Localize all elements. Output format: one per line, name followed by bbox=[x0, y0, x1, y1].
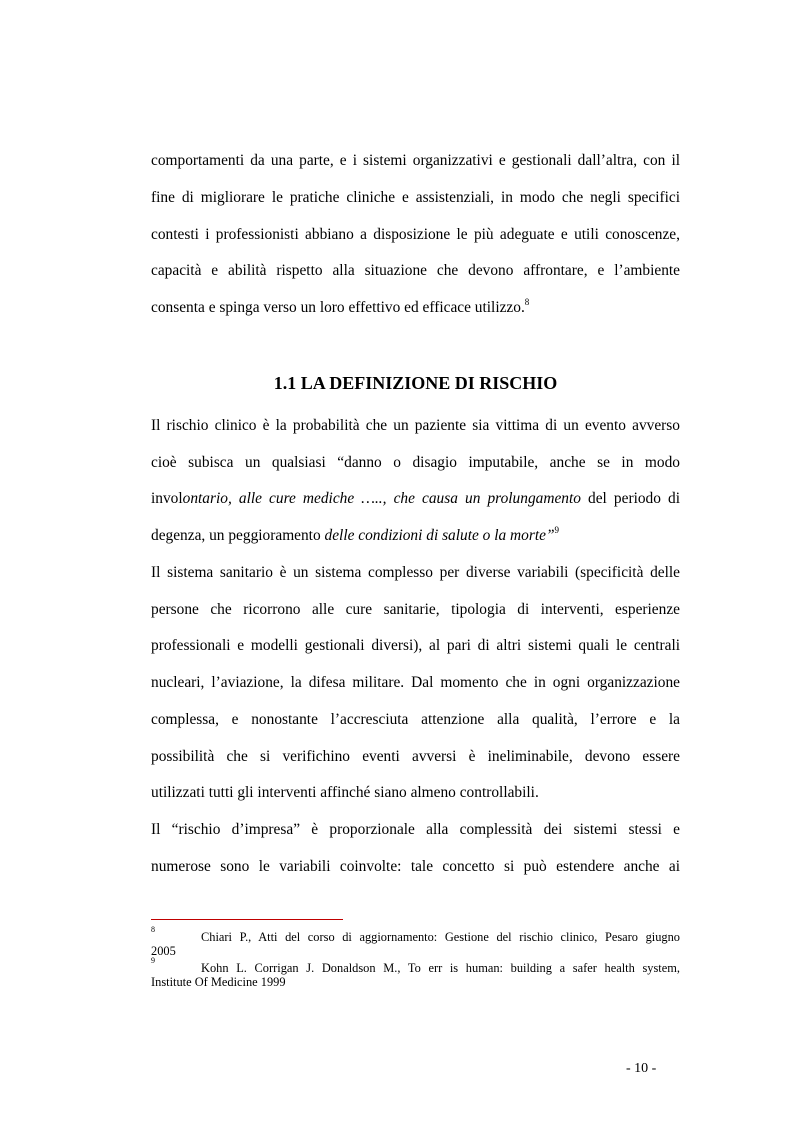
paragraph-line: numerose sono le variabili coinvolte: tale concetto si può estendere anche ai bbox=[151, 858, 680, 875]
paragraph-line: consenta e spinga verso un loro effettivo ed efficace utilizzo.$^8$ bbox=[151, 297, 530, 316]
footnote-separator bbox=[151, 919, 343, 920]
footnote-text: 2005 bbox=[151, 944, 176, 958]
paragraph-line: cioè subisca un qualsiasi “danno o disagio imputabile, anche se in modo bbox=[151, 454, 680, 471]
paragraph-line: capacità e abilità rispetto alla situazione che devono affrontare, e l’ambiente bbox=[151, 262, 680, 279]
paragraph-line: persone che ricorrono alle cure sanitarie, tipologia di interventi, esperienze bbox=[151, 601, 680, 618]
paragraph-line: possibilità che si verifichino eventi avversi è ineliminabile, devono essere bbox=[151, 748, 680, 765]
paragraph-line: Il rischio clinico è la probabilità che un paziente sia vittima di un evento avverso bbox=[151, 417, 680, 434]
footnote-ref: 8 bbox=[524, 297, 530, 307]
footnote-mark: 8 bbox=[151, 925, 155, 934]
footnote-text: Institute Of Medicine 1999 bbox=[151, 975, 286, 989]
footnote-mark: 9 bbox=[151, 956, 155, 965]
paragraph-line: nucleari, l’aviazione, la difesa militare. Dal momento che in ogni organizzazione bbox=[151, 674, 680, 691]
footnote-ref: 9 bbox=[554, 525, 560, 535]
paragraph-line: professionali e modelli gestionali diversi), al pari di altri sistemi quali le centrali bbox=[151, 637, 680, 654]
paragraph-line: contesti i professionisti abbiano a disposizione le più adeguate e utili conoscenze, bbox=[151, 226, 680, 243]
paragraph-line: fine di migliorare le pratiche cliniche e assistenziali, in modo che negli specifici bbox=[151, 189, 680, 206]
paragraph-line: complessa, e nonostante l’accresciuta attenzione alla qualità, l’errore e la bbox=[151, 711, 680, 728]
paragraph-line: involontario, alle cure mediche ….., che causa un prolungamento del periodo di bbox=[151, 490, 680, 507]
page-number: - 10 - bbox=[626, 1061, 657, 1076]
paragraph-line: utilizzati tutti gli interventi affinché siano almeno controllabili. bbox=[151, 784, 539, 801]
paragraph-line: Il sistema sanitario è un sistema complesso per diverse variabili (specificità delle bbox=[151, 564, 680, 581]
paragraph-line: comportamenti da una parte, e i sistemi organizzativi e gestionali dall’altra, con il bbox=[151, 152, 680, 169]
paragraph-line: Il “rischio d’impresa” è proporzionale alla complessità dei sistemi stessi e bbox=[151, 821, 680, 838]
footnote-text: Chiari P., Atti del corso di aggiornamento: Gestione del rischio clinico, Pesaro giugno bbox=[201, 930, 680, 944]
paragraph-line: degenza, un peggioramento delle condizioni di salute o la morte”$^9$ bbox=[151, 525, 560, 544]
footnote-text: Kohn L. Corrigan J. Donaldson M., To err is human: building a safer health system, bbox=[201, 961, 680, 975]
section-heading: 1.1 LA DEFINIZIONE DI RISCHIO bbox=[273, 373, 558, 393]
